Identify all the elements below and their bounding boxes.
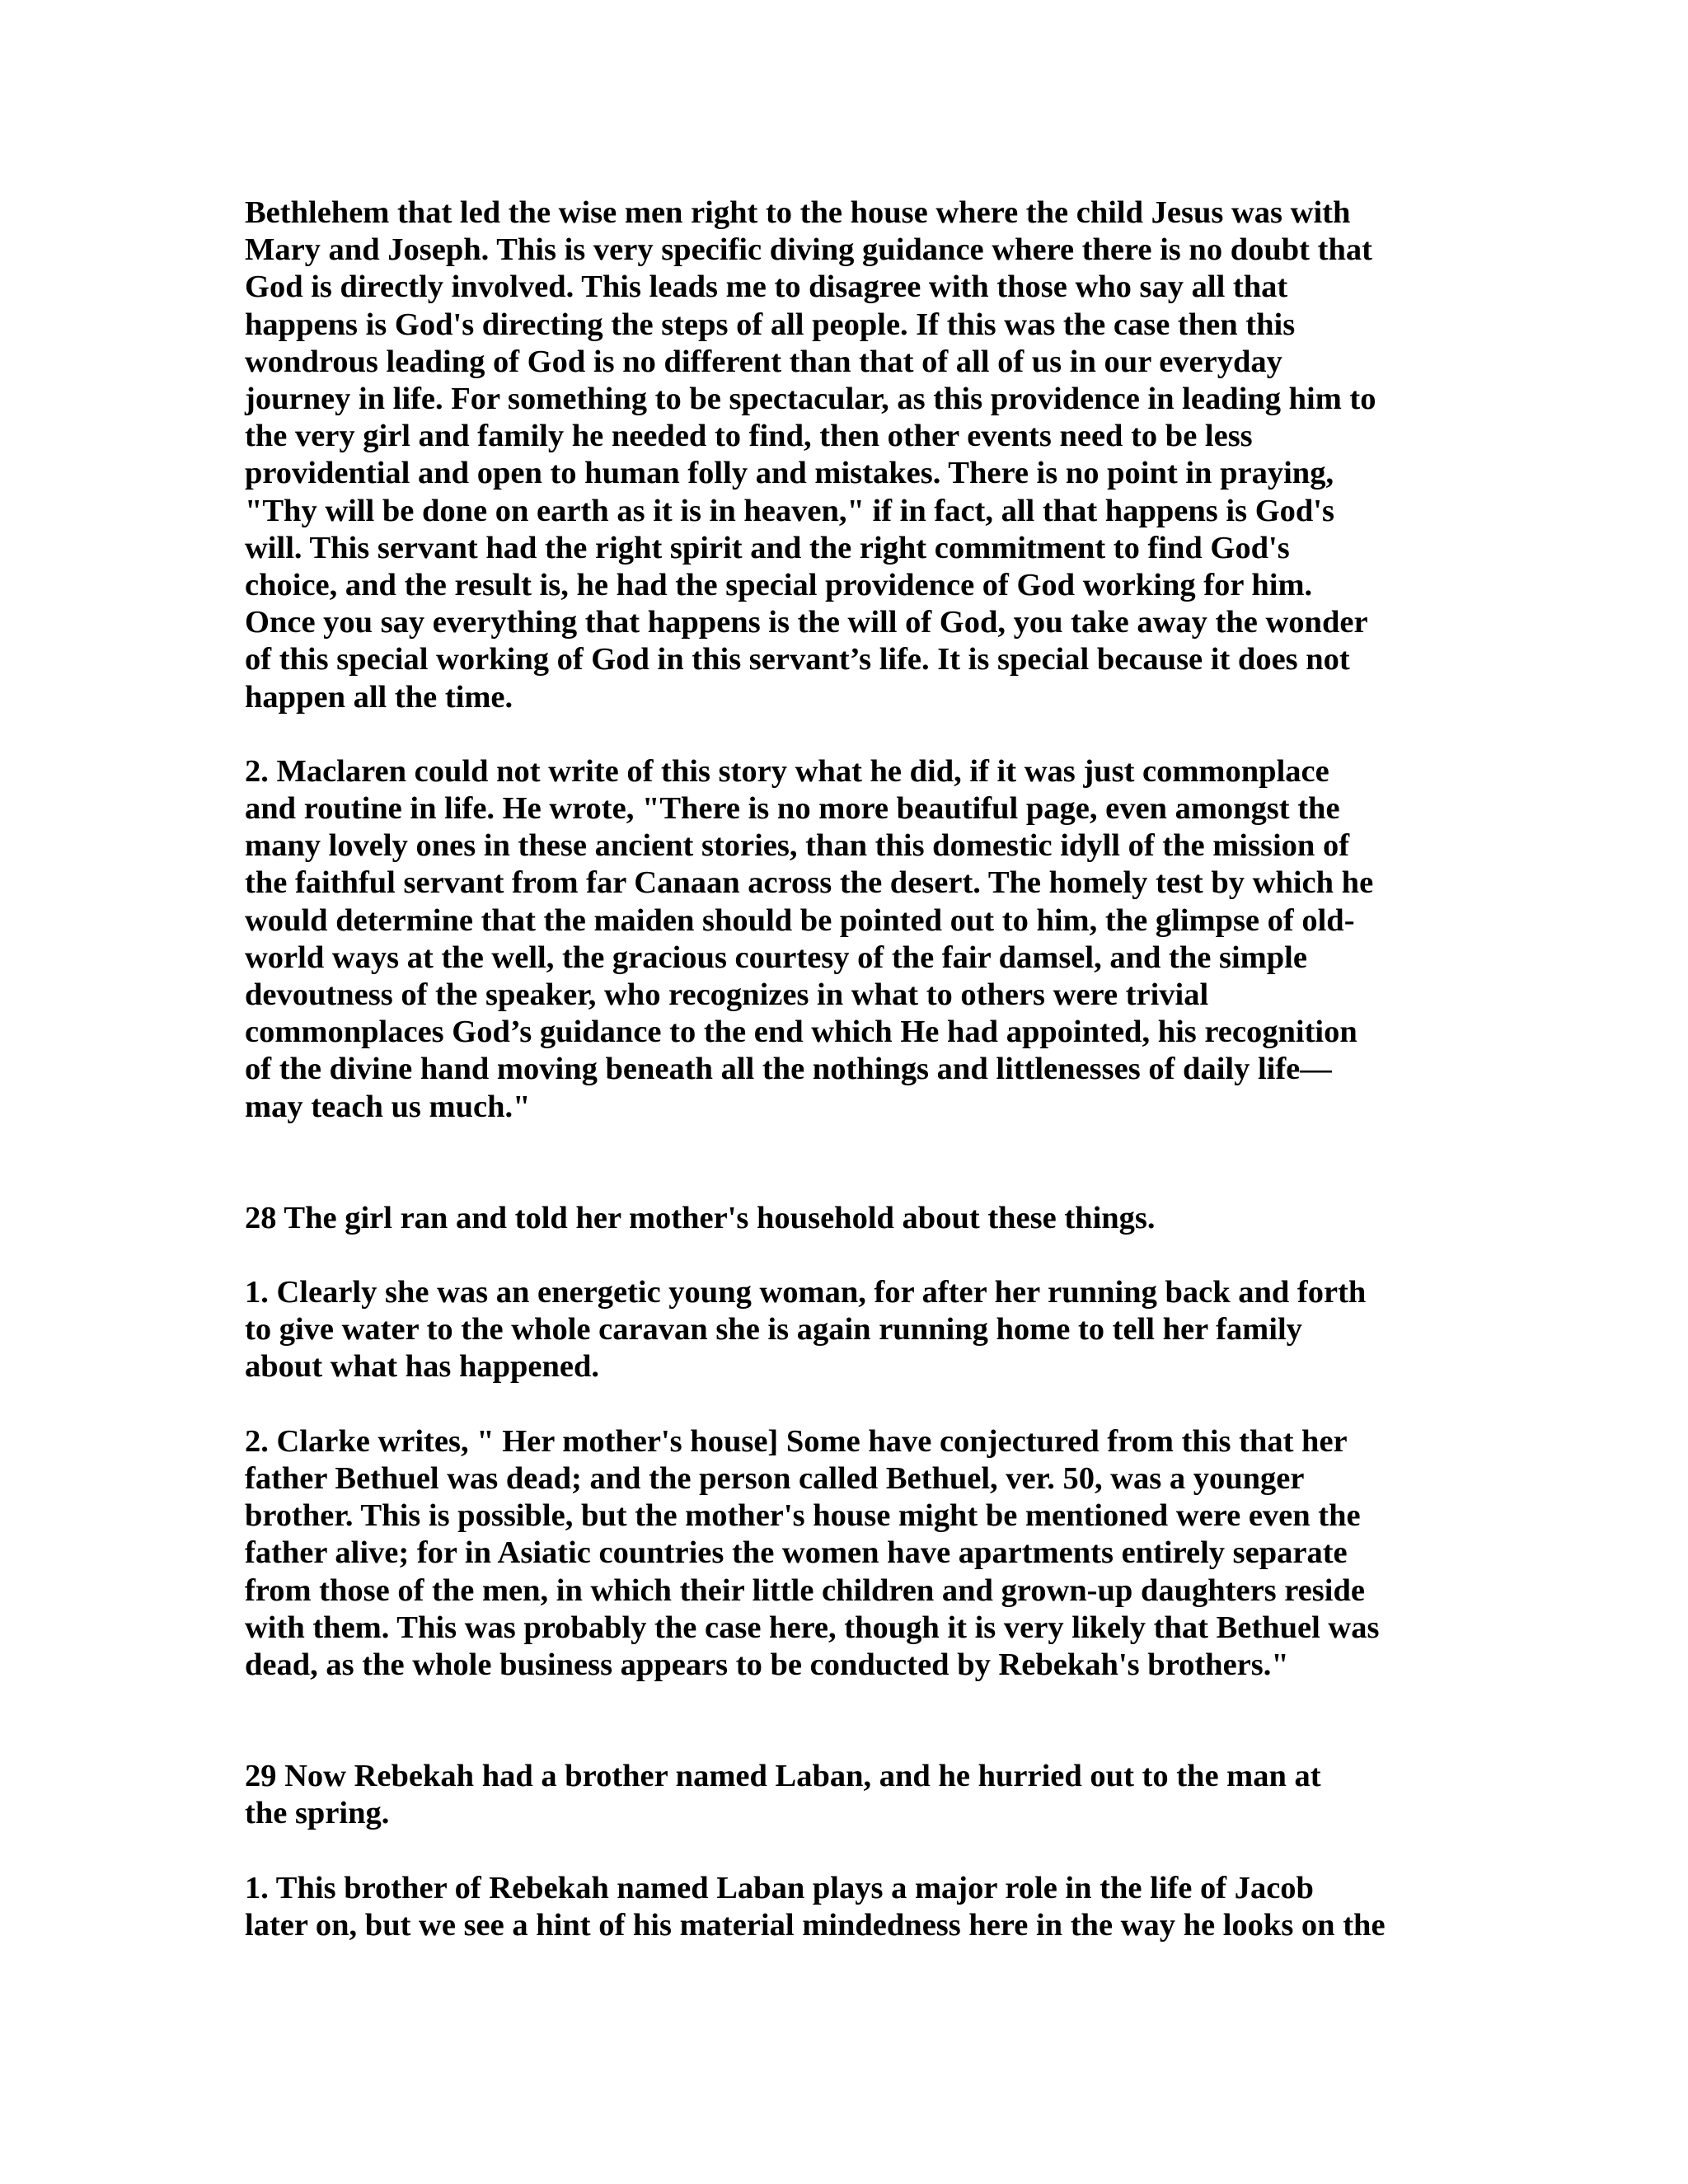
paragraph-maclaren xyxy=(245,753,1481,1126)
text-line: would determine that the maiden should be pointed out to him, the glimpse of old- xyxy=(245,902,1355,938)
paragraph-clarke xyxy=(245,1423,1481,1684)
text-line: about what has happened. xyxy=(245,1349,600,1385)
text-line: may teach us much." xyxy=(245,1089,531,1124)
verse-line: 28 The girl ran and told her mother's household about these things. xyxy=(245,1200,1156,1235)
text-line: Mary and Joseph. This is very specific diving guidance where there is no doubt that xyxy=(245,232,1372,268)
verse-28 xyxy=(245,1200,1481,1237)
text-line: journey in life. For something to be spectacular, as this providence in leading him to xyxy=(245,382,1376,417)
paragraph-energetic xyxy=(245,1274,1481,1386)
text-line: the faithful servant from far Canaan across the desert. The homely test by which he xyxy=(245,865,1374,901)
text-line: from those of the men, in which their little children and grown-up daughters reside xyxy=(245,1572,1365,1608)
text-line: commonplaces God’s guidance to the end which He had appointed, his recognition xyxy=(245,1015,1357,1050)
verse-line: the spring. xyxy=(245,1796,390,1831)
text-line: father alive; for in Asiatic countries the women have apartments entirely separate xyxy=(245,1535,1348,1571)
text-line: 2. Clarke writes, " Her mother's house] Some have conjectured from this that her xyxy=(245,1423,1348,1459)
text-line: father Bethuel was dead; and the person called Bethuel, ver. 50, was a younger xyxy=(245,1460,1305,1496)
text-line: 2. Maclaren could not write of this story what he did, if it was just commonplace xyxy=(245,753,1329,789)
text-line: choice, and the result is, he had the special providence of God working for him. xyxy=(245,568,1313,603)
text-line: the very girl and family he needed to find, then other events need to be less xyxy=(245,419,1253,454)
text-line: 1. This brother of Rebekah named Laban plays a major role in the life of Jacob xyxy=(245,1870,1314,1905)
text-line: will. This servant had the right spirit and the right commitment to find God's xyxy=(245,530,1290,565)
text-line: and routine in life. He wrote, "There is no more beautiful page, even amongst the xyxy=(245,791,1340,827)
text-line: Once you say everything that happens is the will of God, you take away the wonder xyxy=(245,605,1368,640)
text-line: many lovely ones in these ancient stories, than this domestic idyll of the mission of xyxy=(245,828,1350,864)
verse-line: 29 Now Rebekah had a brother named Laban, and he hurried out to the man at xyxy=(245,1759,1321,1794)
text-line: of this special working of God in this servant’s life. It is special because it does not xyxy=(245,642,1350,677)
text-line: wondrous leading of God is no different than that of all of us in our everyday xyxy=(245,344,1282,379)
text-line: devoutness of the speaker, who recognizes in what to others were trivial xyxy=(245,977,1209,1013)
text-line: Bethlehem that led the wise men right to the house where the child Jesus was with xyxy=(245,195,1351,230)
text-line: happens is God's directing the steps of all people. If this was the case then this xyxy=(245,307,1296,342)
paragraph-laban xyxy=(245,1870,1481,1944)
text-line: later on, but we see a hint of his material mindedness here in the way he looks on the xyxy=(245,1907,1386,1943)
paragraph-spacer xyxy=(245,1237,1481,1274)
paragraph-spacer xyxy=(245,1386,1481,1423)
text-line: of the divine hand moving beneath all the nothings and littlenesses of daily life— xyxy=(245,1052,1332,1087)
text-line: 1. Clearly she was an energetic young woman, for after her running back and forth xyxy=(245,1275,1367,1310)
text-line: to give water to the whole caravan she is again running home to tell her family xyxy=(245,1312,1302,1347)
text-line: God is directly involved. This leads me to disagree with those who say all that xyxy=(245,269,1288,305)
text-line: dead, as the whole business appears to be conducted by Rebekah's brothers." xyxy=(245,1647,1289,1682)
section-spacer xyxy=(245,1126,1481,1200)
section-spacer xyxy=(245,1684,1481,1758)
text-line: happen all the time. xyxy=(245,679,513,715)
paragraph-spacer xyxy=(245,716,1481,753)
text-line: providential and open to human folly and mistakes. There is no point in praying, xyxy=(245,456,1334,491)
text-line: with them. This was probably the case here, though it is very likely that Bethuel was xyxy=(245,1610,1380,1645)
paragraph-providence xyxy=(245,194,1481,716)
paragraph-spacer xyxy=(245,1833,1481,1870)
verse-29 xyxy=(245,1758,1481,1832)
document-page xyxy=(245,194,1481,1944)
text-line: "Thy will be done on earth as it is in heaven," if in fact, all that happens is God's xyxy=(245,493,1334,528)
text-line: world ways at the well, the gracious courtesy of the fair damsel, and the simple xyxy=(245,940,1307,975)
text-line: brother. This is possible, but the mother's house might be mentioned were even the xyxy=(245,1498,1361,1534)
